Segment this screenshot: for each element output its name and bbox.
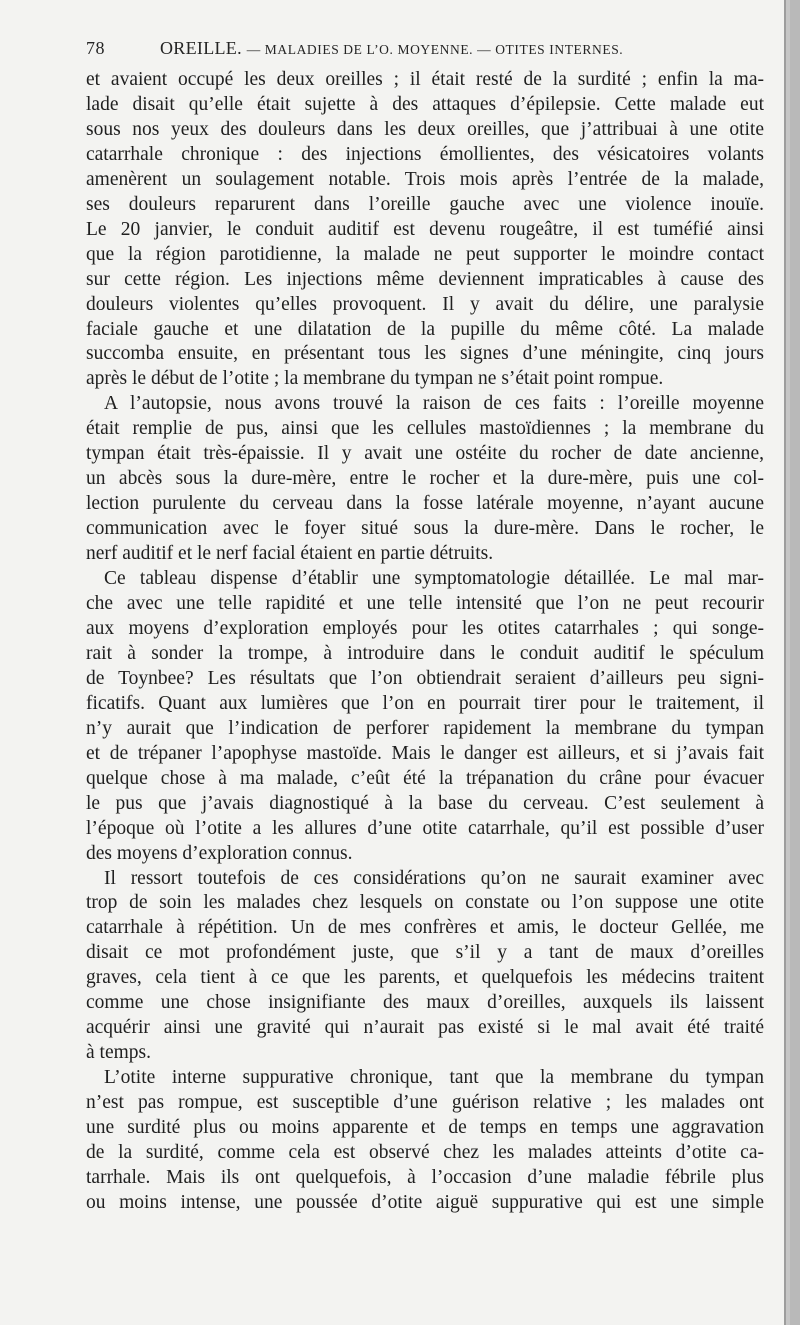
text-line: sur cette région. Les injections même deviennent impraticables à cause des xyxy=(86,268,764,290)
text-line: catarrhale chronique : des injections émollientes, des vésicatoires volants xyxy=(86,143,764,165)
page-number: 78 xyxy=(86,38,105,58)
text-line: ou moins intense, une poussée d’otite aiguë suppurative qui est une simple xyxy=(86,1191,764,1213)
paragraph xyxy=(86,1066,764,1216)
running-head-main: OREILLE. xyxy=(160,38,242,58)
text-line: après le début de l’otite ; la membrane du tympan ne s’était point rompue. xyxy=(86,368,664,390)
page-header xyxy=(86,38,764,64)
text-line: ficatifs. Quant aux lumières que l’on en pourrait tirer pour le traitement, il xyxy=(86,692,764,714)
text-line: faciale gauche et une dilatation de la pupille du même côté. La malade xyxy=(86,318,764,340)
text-line: lection purulente du cerveau dans la fosse latérale moyenne, n’ayant aucune xyxy=(86,493,764,515)
text-line: douleurs violentes qu’elles provoquent. Il y avait du délire, une paralysie xyxy=(86,293,764,315)
text-line: et avaient occupé les deux oreilles ; il était resté de la surdité ; enfin la ma- xyxy=(86,69,764,90)
text-line: était remplie de pus, ainsi que les cellules mastoïdiennes ; la membrane du xyxy=(86,418,764,440)
paragraph xyxy=(86,68,764,392)
text-line: ses douleurs reparurent dans l’oreille gauche avec une violence inouïe. xyxy=(86,193,764,215)
text-line: de la surdité, comme cela est observé chez les malades atteints d’otite ca- xyxy=(86,1141,764,1163)
running-head-subtitle: — MALADIES DE L’O. MOYENNE. — OTITES INTERNES. xyxy=(246,42,624,57)
text-line: un abcès sous la dure-mère, entre le rocher et la dure-mère, puis une col- xyxy=(86,468,764,490)
body-text xyxy=(86,68,764,1216)
text-line: trop de soin les malades chez lesquels on constate ou l’on suppose une otite xyxy=(86,892,764,914)
text-line: Le 20 janvier, le conduit auditif est devenu rougeâtre, il est tuméfié ainsi xyxy=(86,218,764,240)
text-line: Il ressort toutefois de ces considérations qu’on ne saurait examiner avec xyxy=(104,867,764,889)
text-line: à temps. xyxy=(86,1042,151,1064)
text-line: l’époque où l’otite a les allures d’une otite catarrhale, qu’il est possible d’user xyxy=(86,817,764,839)
text-line: catarrhale à répétition. Un de mes confrères et amis, le docteur Gellée, me xyxy=(86,917,764,939)
text-line: de Toynbee? Les résultats que l’on obtiendrait seraient d’ailleurs peu signi- xyxy=(86,667,764,689)
paragraph xyxy=(86,392,764,567)
text-line: que la région parotidienne, la malade ne peut supporter le moindre contact xyxy=(86,243,764,265)
text-line: disait ce mot profondément juste, que s’il y a tant de maux d’oreilles xyxy=(86,942,764,964)
text-line: quelque chose à ma malade, c’eût été la trépanation du crâne pour évacuer xyxy=(86,767,764,789)
text-line: n’est pas rompue, est susceptible d’une guérison relative ; les malades ont xyxy=(86,1092,764,1114)
text-line: rait à sonder la trompe, à introduire dans le conduit auditif le spéculum xyxy=(86,642,764,664)
paragraph xyxy=(86,567,764,866)
text-line: che avec une telle rapidité et une telle intensité que l’on ne peut recourir xyxy=(86,593,764,615)
text-line: nerf auditif et le nerf facial étaient en partie détruits. xyxy=(86,543,494,565)
text-line: tarrhale. Mais ils ont quelquefois, à l’occasion d’une maladie fébrile plus xyxy=(86,1166,764,1188)
text-line: tympan était très-épaissie. Il y avait une ostéite du rocher de date ancienne, xyxy=(86,443,764,465)
text-line: des moyens d’exploration connus. xyxy=(86,842,353,864)
text-line: graves, cela tient à ce que les parents, et quelquefois les médecins traitent xyxy=(86,967,764,989)
text-line: et de trépaner l’apophyse mastoïde. Mais le danger est ailleurs, et si j’avais fait xyxy=(86,742,764,764)
running-head xyxy=(160,38,623,59)
text-line: sous nos yeux des douleurs dans les deux oreilles, que j’attribuai à une otite xyxy=(86,118,764,140)
text-line: aux moyens d’exploration employés pour les otites catarrhales ; qui songe- xyxy=(86,617,764,639)
text-line: communication avec le foyer situé sous la dure-mère. Dans le rocher, le xyxy=(86,518,764,540)
paragraph xyxy=(86,867,764,1067)
text-line: une surdité plus ou moins apparente et de temps en temps une aggravation xyxy=(86,1117,764,1139)
text-line: comme une chose insignifiante des maux d’oreilles, auxquels ils laissent xyxy=(86,992,764,1014)
text-line: le pus que j’avais diagnostiqué à la base du cerveau. C’est seulement à xyxy=(86,792,764,814)
text-line: succomba ensuite, en présentant tous les signes d’une méningite, cinq jours xyxy=(86,343,764,365)
text-line: acquérir ainsi une gravité qui n’aurait pas existé si le mal avait été traité xyxy=(86,1017,764,1039)
text-line: Ce tableau dispense d’établir une symptomatologie détaillée. Le mal mar- xyxy=(104,568,764,590)
text-line: n’y aurait que l’indication de perforer rapidement la membrane du tympan xyxy=(86,717,764,739)
text-line: A l’autopsie, nous avons trouvé la raison de ces faits : l’oreille moyenne xyxy=(104,393,764,415)
text-line: amenèrent un soulagement notable. Trois mois après l’entrée de la malade, xyxy=(86,168,764,190)
text-line: L’otite interne suppurative chronique, tant que la membrane du tympan xyxy=(104,1067,764,1089)
text-line: lade disait qu’elle était sujette à des attaques d’épilepsie. Cette malade eut xyxy=(86,93,764,115)
